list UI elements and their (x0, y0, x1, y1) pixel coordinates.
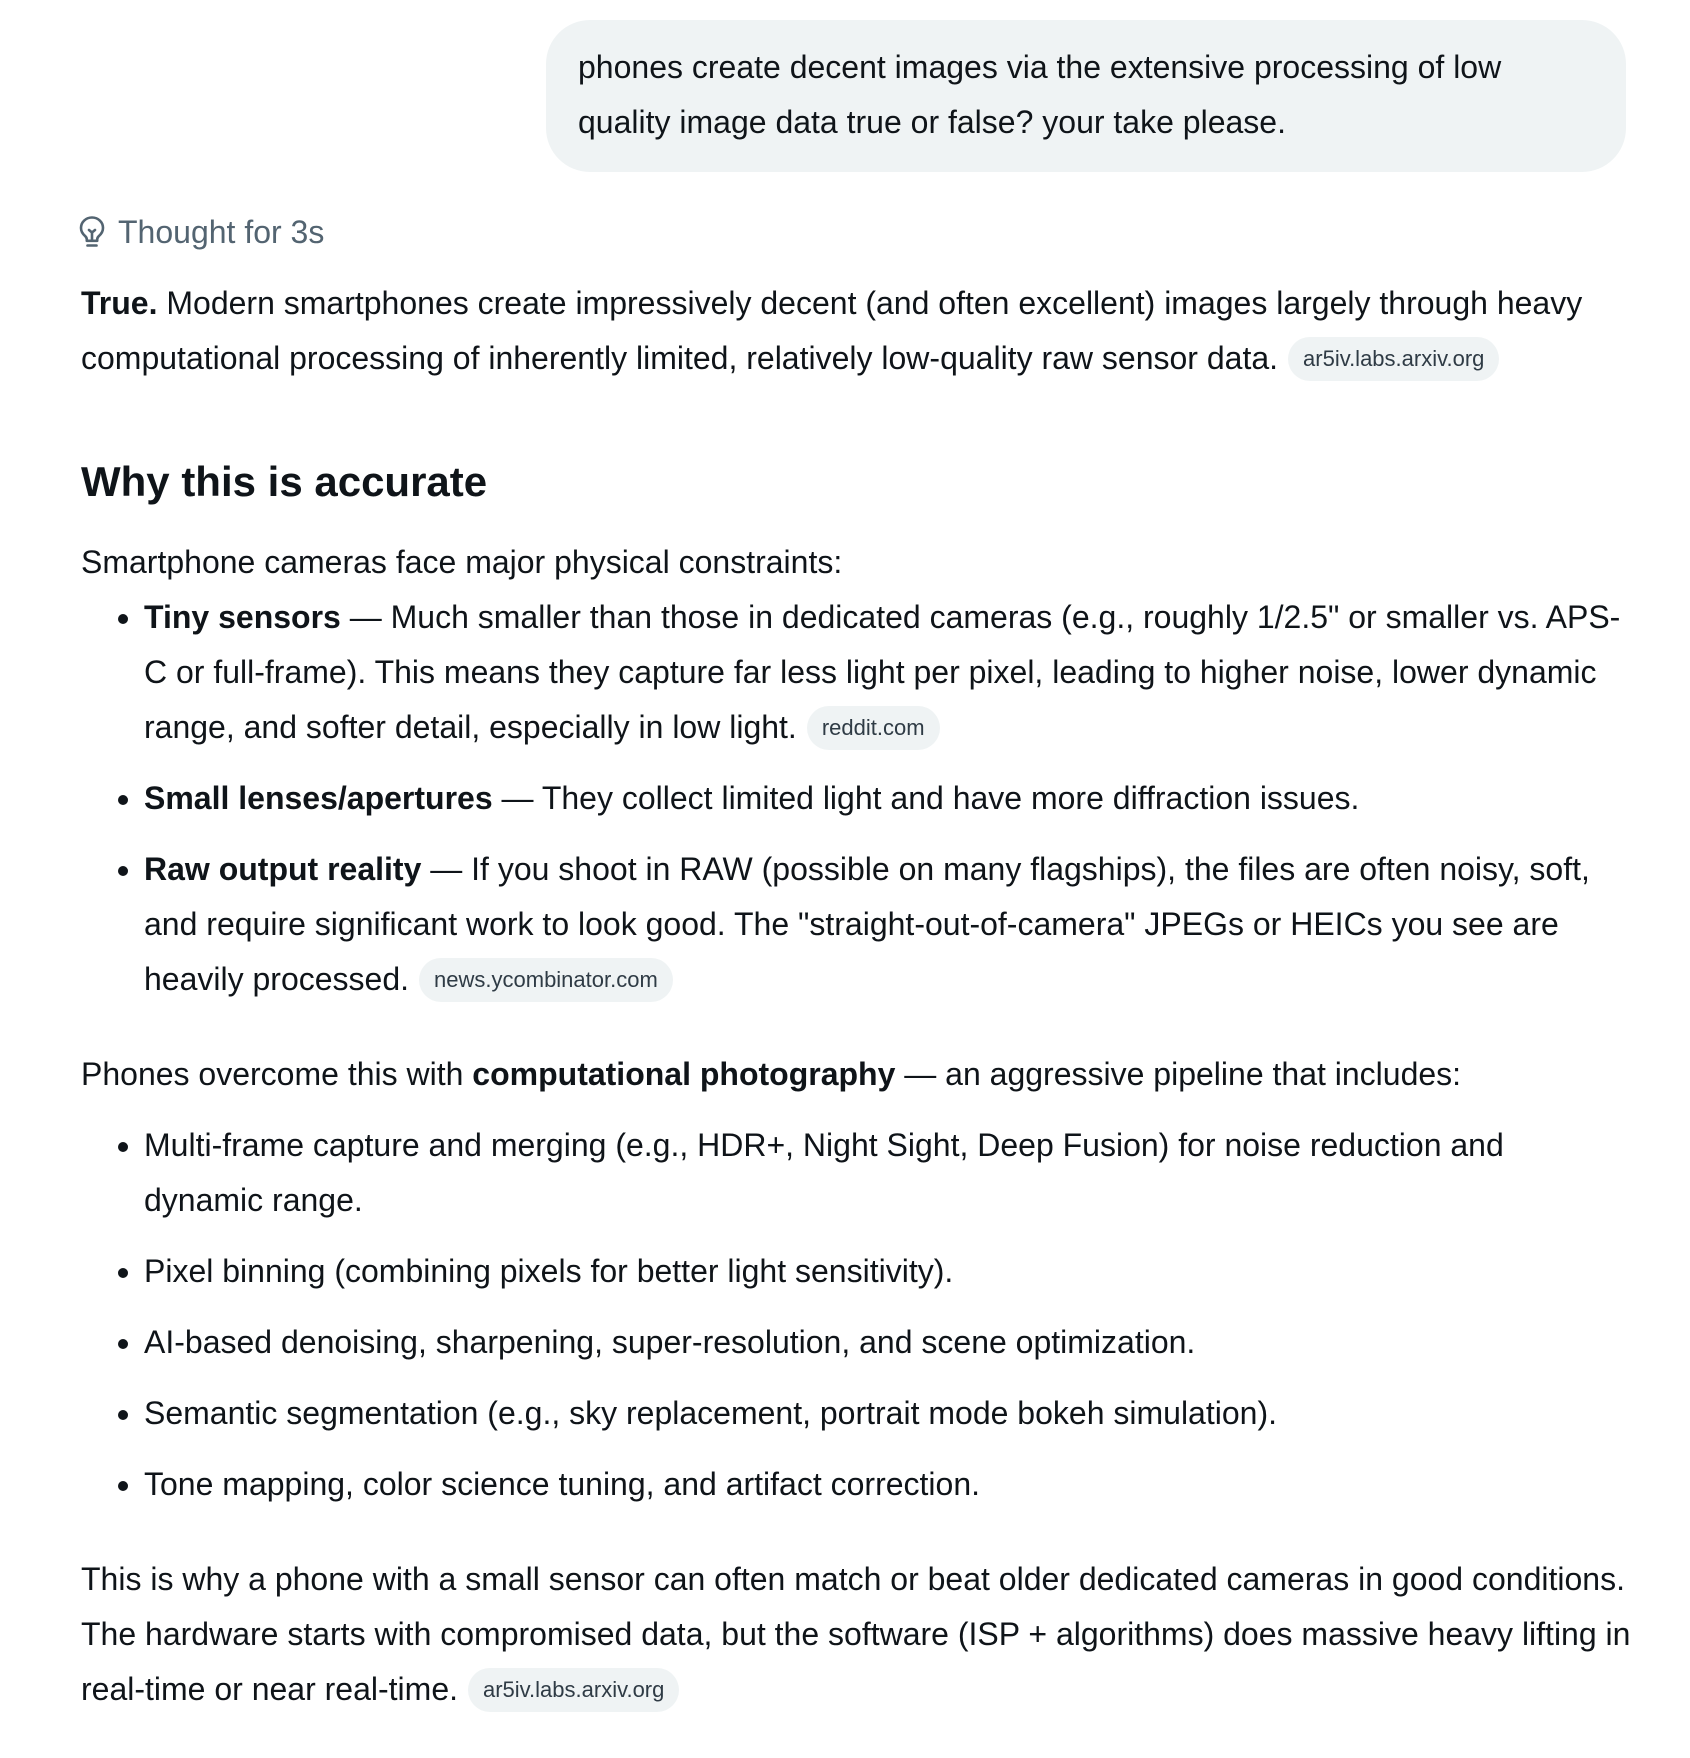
thought-label: Thought for 3s (118, 213, 325, 250)
list-item: • Pixel binning (combining pixels for better light sensitivity). (144, 1244, 1631, 1299)
list-item (144, 771, 1631, 826)
constraints-list (81, 590, 1631, 1007)
list-item (144, 590, 1631, 755)
user-message-text: phones create decent images via the extensive processing of low quality image data true or false? your take please. (578, 49, 1502, 140)
lightbulb-icon (78, 215, 106, 249)
list-item-text: — Much smaller than those in dedicated cameras (e.g., roughly 1/2.5" or smaller vs. APS-C or full-frame). This means they capture far less light per pixel, leading to higher noise, lower dynamic range, and softer detail, especially in low light. (144, 599, 1621, 745)
citation-chip[interactable]: ar5iv.labs.arxiv.org (468, 1668, 679, 1712)
answer-intro-text: Modern smartphones create impressively decent (and often excellent) images largely through heavy computational processing of inherently limited, relatively low-quality raw sensor data. (81, 285, 1583, 376)
list-item-bold: Small lenses/apertures (144, 780, 493, 816)
citation-chip[interactable]: ar5iv.labs.arxiv.org (1288, 337, 1499, 381)
pipeline-intro-bold: computational photography (472, 1056, 896, 1092)
citation-chip[interactable]: reddit.com (807, 706, 940, 750)
list-item-bold: Raw output reality (144, 851, 422, 887)
pipeline-intro-after: — an aggressive pipeline that includes: (895, 1056, 1462, 1092)
answer-conclusion (81, 1552, 1631, 1717)
list-item: • AI-based denoising, sharpening, super-resolution, and scene optimization. (144, 1315, 1631, 1370)
user-message-bubble (546, 20, 1626, 172)
section-heading: Why this is accurate (81, 458, 488, 505)
pipeline-list (81, 1118, 1631, 1512)
list-item: • Semantic segmentation (e.g., sky replacement, portrait mode bokeh simulation). (144, 1386, 1631, 1441)
conclusion-text: This is why a phone with a small sensor can often match or beat older dedicated cameras in good conditions. The hardware starts with compromised data, but the software (ISP + algorithms) does massive heavy lifting in real-time or near real-time. (81, 1561, 1631, 1707)
list-item: • Multi-frame capture and merging (e.g., HDR+, Night Sight, Deep Fusion) for noise reduction and dynamic range. (144, 1118, 1631, 1228)
answer-intro (81, 276, 1631, 386)
thought-toggle[interactable] (78, 208, 324, 256)
pipeline-intro (81, 1047, 1631, 1102)
list-item-text: — If you shoot in RAW (possible on many flagships), the files are often noisy, soft, and require significant work to look good. The "straight-out-of-camera" JPEGs or HEICs you see are heavily processed. (144, 851, 1590, 997)
answer-verdict: True. (81, 285, 158, 321)
assistant-answer (81, 276, 1631, 1717)
citation-chip[interactable]: news.ycombinator.com (419, 958, 673, 1002)
list-item (144, 842, 1631, 1007)
list-item-bold: Tiny sensors (144, 599, 341, 635)
constraints-intro: Smartphone cameras face major physical constraints: (81, 544, 843, 580)
pipeline-intro-before: Phones overcome this with (81, 1056, 473, 1092)
list-item: • Tone mapping, color science tuning, and artifact correction. (144, 1457, 1631, 1512)
list-item-text: — They collect limited light and have more diffraction issues. (492, 780, 1360, 816)
